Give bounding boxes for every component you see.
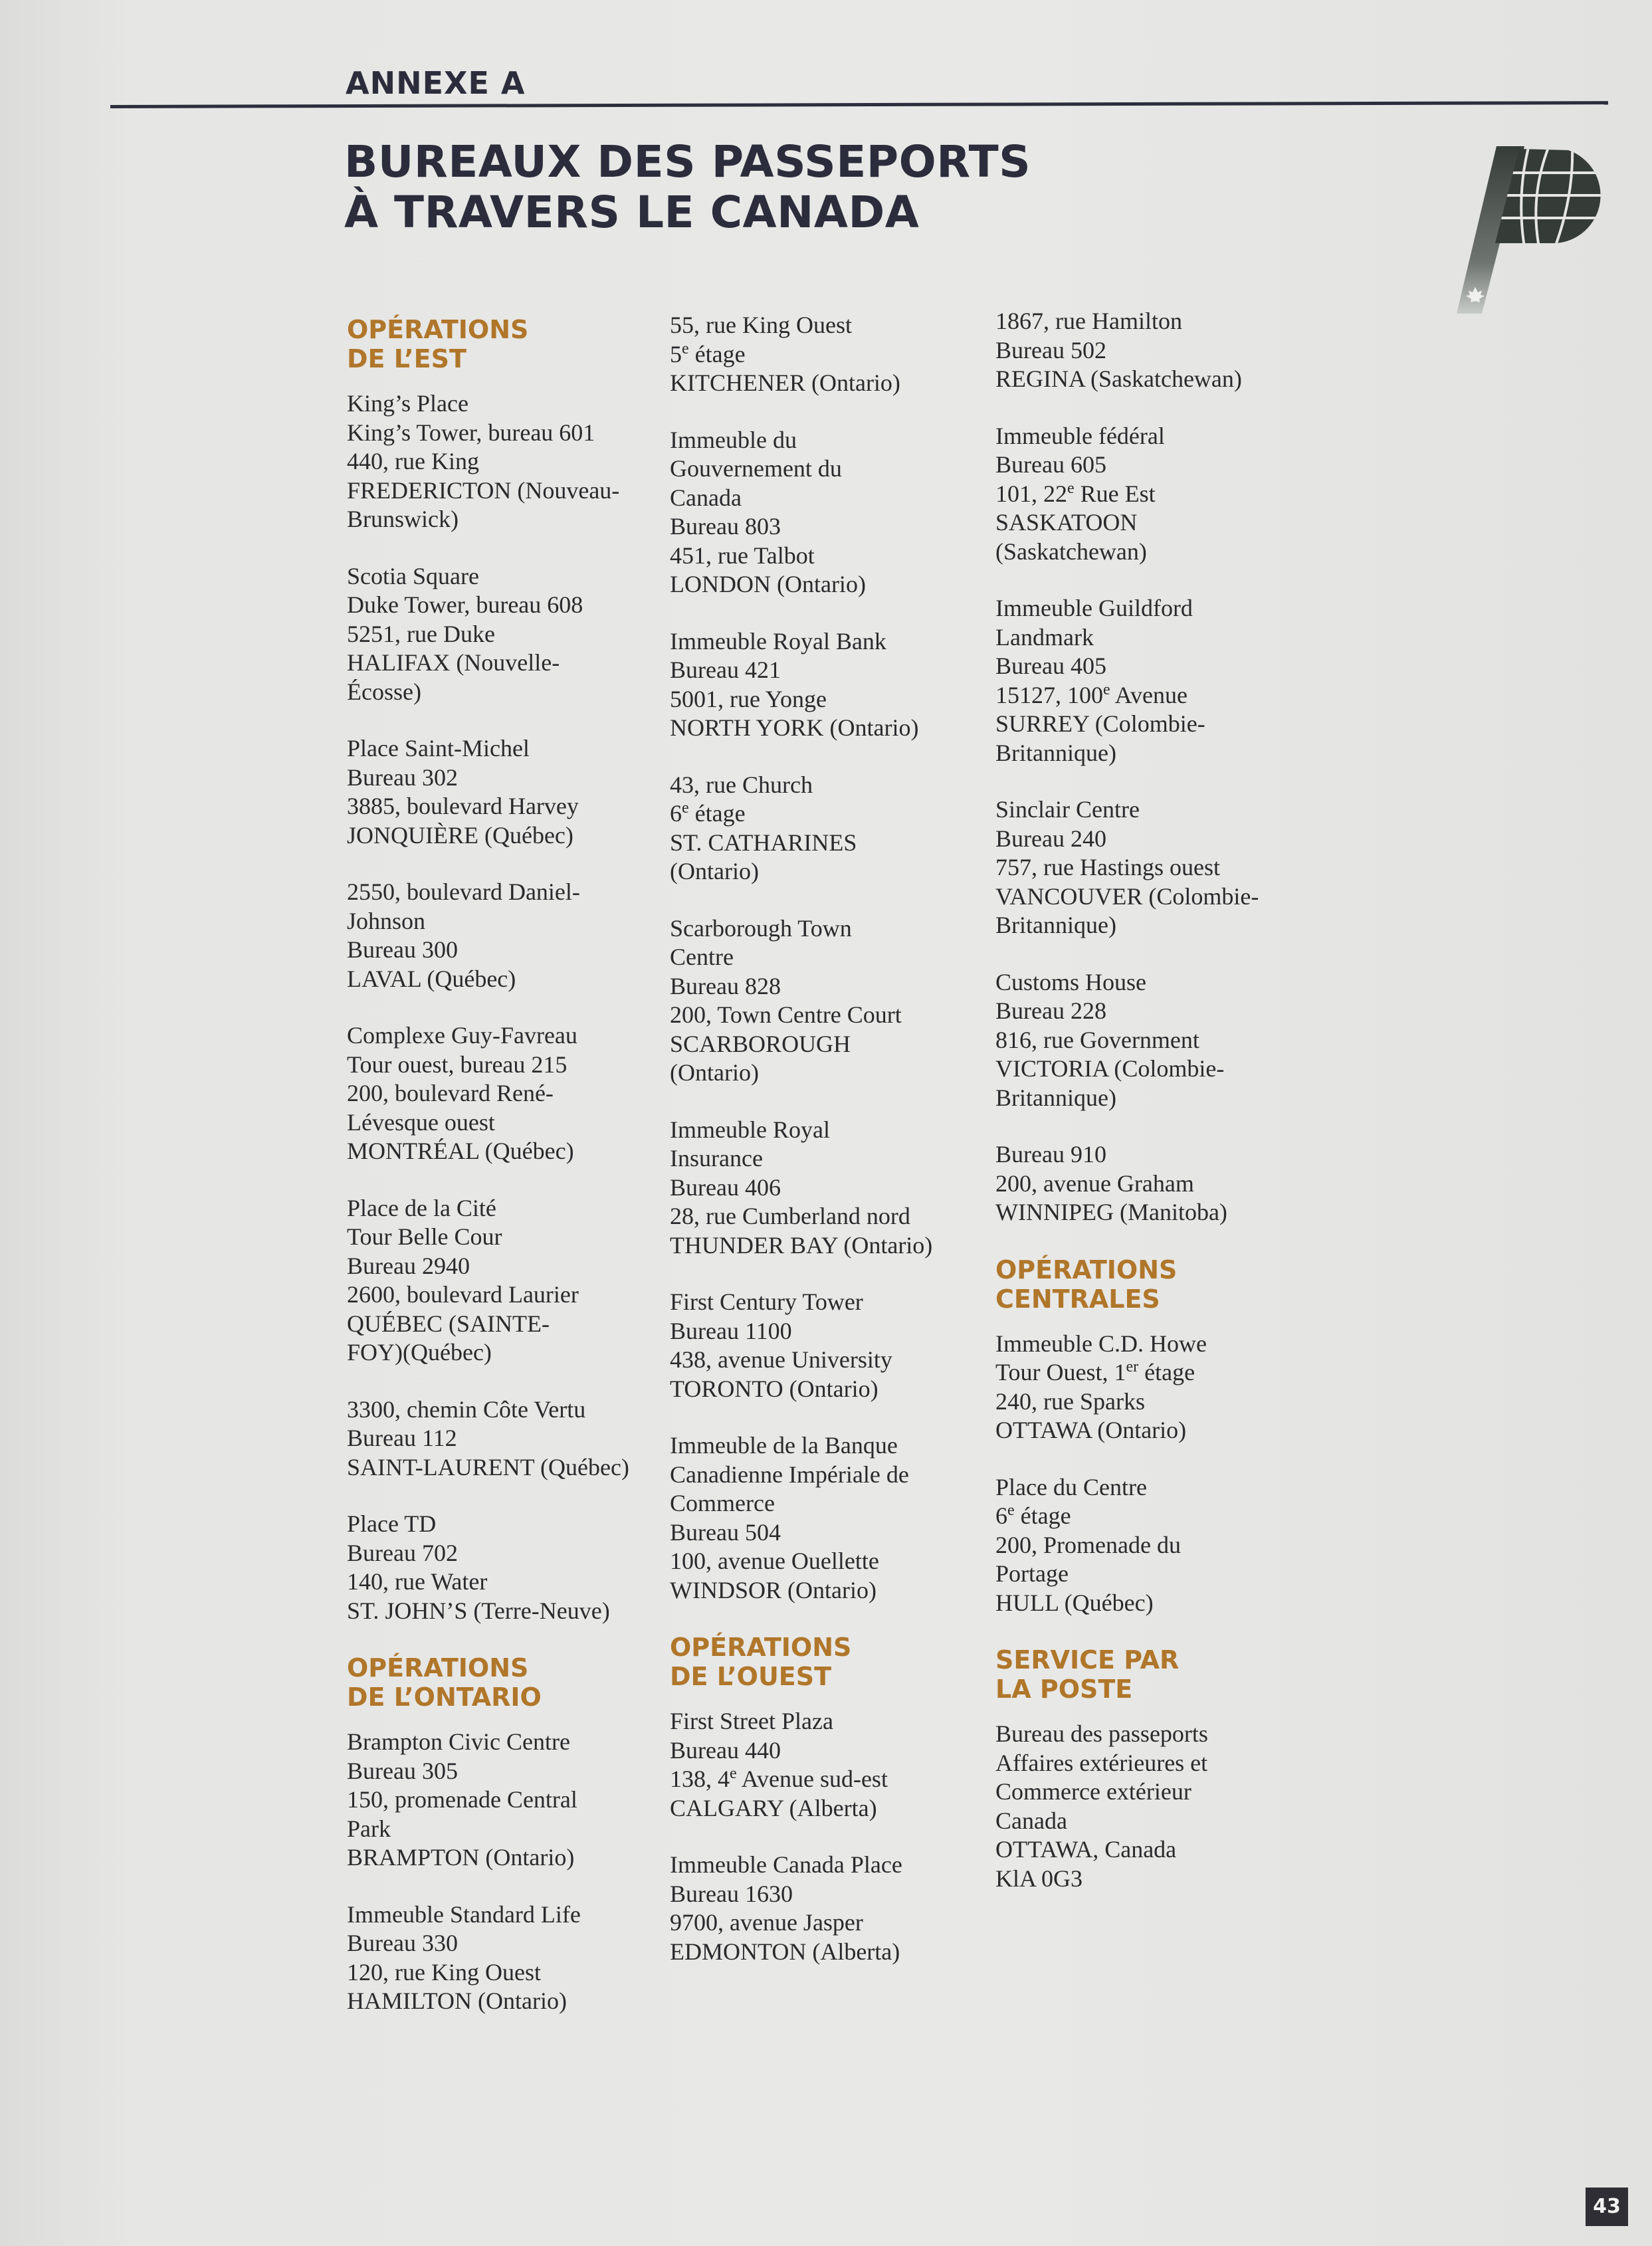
office-address [670, 1707, 982, 1823]
address-line: King’s Tower, bureau 601 [347, 419, 595, 446]
address-line: 43, rue Church [670, 771, 813, 798]
address-line: Bureau 702 [347, 1539, 458, 1566]
address-line: Commerce [670, 1490, 775, 1516]
address-line: EDMONTON (Alberta) [670, 1938, 900, 1965]
address-line: Place Saint-Michel [347, 735, 530, 762]
address-line: Park [347, 1815, 391, 1842]
address-line: Bureau des passeports [995, 1720, 1208, 1747]
address-line: 200, boulevard René- [347, 1080, 554, 1106]
address-line: 5e étage [670, 340, 746, 367]
office-address [995, 422, 1308, 567]
address-line: Place du Centre [995, 1473, 1147, 1500]
address-line: Bureau 910 [995, 1141, 1106, 1168]
address-line: 150, promenade Central [347, 1786, 577, 1813]
section-heading: SERVICE PAR LA POSTE [995, 1645, 1180, 1704]
office-address [995, 1140, 1308, 1227]
address-line: HALIFAX (Nouvelle- [347, 649, 560, 676]
address-line: NORTH YORK (Ontario) [670, 714, 919, 741]
address-line: OTTAWA, Canada [995, 1836, 1177, 1863]
address-line: SCARBOROUGH [670, 1030, 851, 1057]
address-line: FREDERICTON (Nouveau- [347, 476, 620, 504]
address-line: 757, rue Hastings ouest [995, 854, 1220, 880]
title-line-1: BUREAUX DES PASSEPORTS [344, 136, 1031, 187]
address-line: 2550, boulevard Daniel- [347, 878, 580, 905]
address-line: 138, 4e Avenue sud-est [670, 1765, 888, 1792]
address-line: Bureau 228 [995, 997, 1106, 1024]
address-line: Scarborough Town [670, 914, 852, 942]
address-line: Complexe Guy-Favreau [347, 1022, 577, 1049]
address-line: Immeuble Canada Place [670, 1851, 902, 1878]
page-title [344, 137, 1031, 238]
address-line: 451, rue Talbot [670, 542, 815, 569]
address-line: Immeuble du [670, 426, 797, 453]
address-line: Landmark [995, 623, 1094, 651]
address-line: 200, avenue Graham [995, 1170, 1194, 1197]
address-line: LONDON (Ontario) [670, 571, 866, 597]
address-line: Brunswick) [347, 506, 459, 532]
office-address [347, 1900, 659, 2016]
office-address [347, 878, 659, 993]
office-address [995, 1473, 1308, 1618]
address-line: 1867, rue Hamilton [995, 308, 1182, 334]
office-address [995, 1330, 1308, 1445]
address-line: Immeuble de la Banque [670, 1432, 898, 1459]
address-line: (Ontario) [670, 858, 759, 884]
address-line: KITCHENER (Ontario) [670, 369, 900, 396]
address-line: MONTRÉAL (Québec) [347, 1138, 574, 1164]
address-line: Gouvernement du [670, 455, 842, 482]
address-line: REGINA (Saskatchewan) [995, 365, 1242, 392]
passport-globe-logo-icon [1455, 144, 1619, 318]
address-line: Bureau 421 [670, 657, 781, 683]
address-line: 200, Town Centre Court [670, 1001, 902, 1028]
address-line: Britannique) [995, 739, 1116, 766]
office-column-2 [670, 311, 982, 1994]
address-line: Bureau 2940 [347, 1252, 470, 1279]
address-line: Bureau 440 [670, 1736, 781, 1764]
address-line: Canada [670, 484, 742, 511]
address-line: Bureau 1100 [670, 1317, 792, 1344]
address-line: 15127, 100e Avenue [995, 680, 1187, 708]
address-line: 28, rue Cumberland nord [670, 1203, 910, 1229]
office-address [670, 627, 982, 743]
office-address [347, 1510, 659, 1625]
address-line: SAINT-LAURENT (Québec) [347, 1453, 629, 1480]
address-line: Britannique) [995, 1084, 1116, 1111]
page-number: 43 [1586, 2188, 1628, 2226]
office-address [347, 1728, 659, 1873]
address-line: First Street Plaza [670, 1708, 833, 1734]
address-line: Place TD [347, 1510, 437, 1537]
address-line: BRAMPTON (Ontario) [347, 1844, 575, 1871]
address-line: VANCOUVER (Colombie- [995, 882, 1259, 910]
address-line: THUNDER BAY (Ontario) [670, 1231, 933, 1259]
address-line: WINNIPEG (Manitoba) [995, 1199, 1227, 1225]
office-address [995, 795, 1308, 940]
address-line: SURREY (Colombie- [995, 710, 1205, 737]
address-line: Bureau 330 [347, 1930, 458, 1956]
address-line: Bureau 828 [670, 972, 781, 999]
office-address [347, 389, 659, 534]
address-line: Immeuble Royal Bank [670, 627, 886, 655]
address-line: Tour Ouest, 1er étage [995, 1358, 1195, 1385]
address-line: Britannique) [995, 912, 1116, 938]
section-heading: OPÉRATIONS DE L’OUEST [670, 1633, 852, 1691]
address-line: KlA 0G3 [995, 1865, 1083, 1892]
address-line: JONQUIÈRE (Québec) [347, 821, 573, 849]
address-line: Immeuble C.D. Howe [995, 1330, 1207, 1357]
address-line: 101, 22e Rue Est [995, 479, 1156, 507]
address-line: Scotia Square [347, 562, 479, 589]
address-line: Tour Belle Cour [347, 1223, 502, 1250]
address-line: Centre [670, 944, 734, 970]
address-line: Bureau 240 [995, 825, 1106, 852]
address-line: Bureau 406 [670, 1174, 781, 1201]
address-line: Bureau 112 [347, 1425, 457, 1451]
address-line: 6e étage [670, 799, 746, 827]
address-line: King’s Place [347, 390, 468, 417]
address-line: 55, rue King Ouest [670, 312, 852, 338]
address-line: VICTORIA (Colombie- [995, 1055, 1225, 1082]
address-line: 2600, boulevard Laurier [347, 1281, 579, 1308]
office-address [670, 1288, 982, 1403]
address-line: 816, rue Government [995, 1026, 1199, 1053]
address-line: SASKATOON [995, 509, 1138, 536]
address-line: CALGARY (Alberta) [670, 1794, 877, 1821]
address-line: Bureau 605 [995, 451, 1106, 478]
section-heading: OPÉRATIONS CENTRALES [995, 1255, 1178, 1314]
address-line: Bureau 305 [347, 1757, 458, 1784]
address-line: Bureau 502 [995, 336, 1106, 363]
address-line: Duke Tower, bureau 608 [347, 591, 583, 618]
address-line: 120, rue King Ouest [347, 1958, 541, 1986]
office-address [670, 1116, 982, 1261]
office-address [670, 426, 982, 599]
office-address [995, 307, 1308, 394]
office-address [995, 1720, 1308, 1893]
address-line: Canada [995, 1807, 1067, 1834]
office-address [670, 1431, 982, 1605]
address-line: Bureau 302 [347, 764, 458, 791]
address-line: Immeuble Royal [670, 1116, 830, 1143]
address-line: (Ontario) [670, 1059, 759, 1086]
address-line: Bureau 300 [347, 936, 458, 963]
address-line: 240, rue Sparks [995, 1387, 1145, 1415]
address-line: (Saskatchewan) [995, 538, 1147, 565]
address-line: 3300, chemin Côte Vertu [347, 1395, 586, 1423]
address-line: 5001, rue Yonge [670, 685, 827, 712]
address-line: Insurance [670, 1145, 763, 1172]
address-line: FOY)(Québec) [347, 1339, 492, 1366]
office-address [347, 1395, 659, 1482]
address-line: Tour ouest, bureau 215 [347, 1051, 568, 1078]
address-line: 140, rue Water [347, 1568, 488, 1595]
address-line: Bureau 1630 [670, 1880, 793, 1907]
address-line: LAVAL (Québec) [347, 965, 516, 992]
office-address [347, 562, 659, 707]
address-line: HULL (Québec) [995, 1589, 1154, 1616]
address-line: Canadienne Impériale de [670, 1461, 909, 1488]
address-line: ST. JOHN’S (Terre-Neuve) [347, 1597, 610, 1624]
title-line-2: À TRAVERS LE CANADA [344, 187, 920, 238]
office-address [995, 594, 1308, 767]
address-line: Johnson [347, 907, 426, 934]
address-line: Brampton Civic Centre [347, 1728, 570, 1755]
address-line: 440, rue King [347, 448, 479, 474]
address-line: TORONTO (Ontario) [670, 1375, 878, 1402]
address-line: Immeuble Standard Life [347, 1900, 581, 1928]
address-line: 438, avenue University [670, 1346, 892, 1373]
address-line: HAMILTON (Ontario) [347, 1988, 567, 2014]
address-line: Bureau 803 [670, 513, 781, 540]
address-line: Commerce extérieur [995, 1778, 1191, 1805]
address-line: Écosse) [347, 678, 421, 705]
address-line: Customs House [995, 968, 1147, 995]
address-line: QUÉBEC (SAINTE- [347, 1310, 550, 1337]
address-line: 5251, rue Duke [347, 620, 495, 647]
address-line: Affaires extérieures et [995, 1749, 1208, 1776]
section-heading: OPÉRATIONS DE L’EST [347, 315, 529, 373]
office-column-3 [995, 307, 1308, 1921]
address-line: WINDSOR (Ontario) [670, 1576, 877, 1603]
section-heading: OPÉRATIONS DE L’ONTARIO [347, 1653, 542, 1712]
address-line: Sinclair Centre [995, 796, 1140, 823]
address-line: Lévesque ouest [347, 1108, 495, 1136]
address-line: 100, avenue Ouellette [670, 1548, 879, 1574]
office-address [347, 1194, 659, 1368]
address-line: 9700, avenue Jasper [670, 1909, 863, 1936]
address-line: Place de la Cité [347, 1194, 496, 1221]
office-address [347, 1021, 659, 1166]
address-line: Portage [995, 1560, 1069, 1587]
office-address [670, 914, 982, 1088]
address-line: 3885, boulevard Harvey [347, 793, 579, 819]
address-line: Immeuble fédéral [995, 422, 1165, 449]
office-column-1 [347, 315, 659, 2044]
address-line: First Century Tower [670, 1288, 863, 1315]
annexe-label: ANNEXE A [346, 65, 526, 101]
address-line: Bureau 405 [995, 653, 1106, 679]
address-line: OTTAWA (Ontario) [995, 1417, 1187, 1443]
office-address [670, 771, 982, 886]
office-address [995, 968, 1308, 1113]
address-line: 200, Promenade du [995, 1531, 1181, 1558]
address-line: Bureau 504 [670, 1518, 781, 1546]
office-address [670, 311, 982, 398]
address-line: Immeuble Guildford [995, 595, 1193, 621]
office-address [347, 734, 659, 850]
office-address [670, 1851, 982, 1966]
address-line: ST. CATHARINES [670, 829, 857, 856]
address-line: 6e étage [995, 1502, 1071, 1529]
